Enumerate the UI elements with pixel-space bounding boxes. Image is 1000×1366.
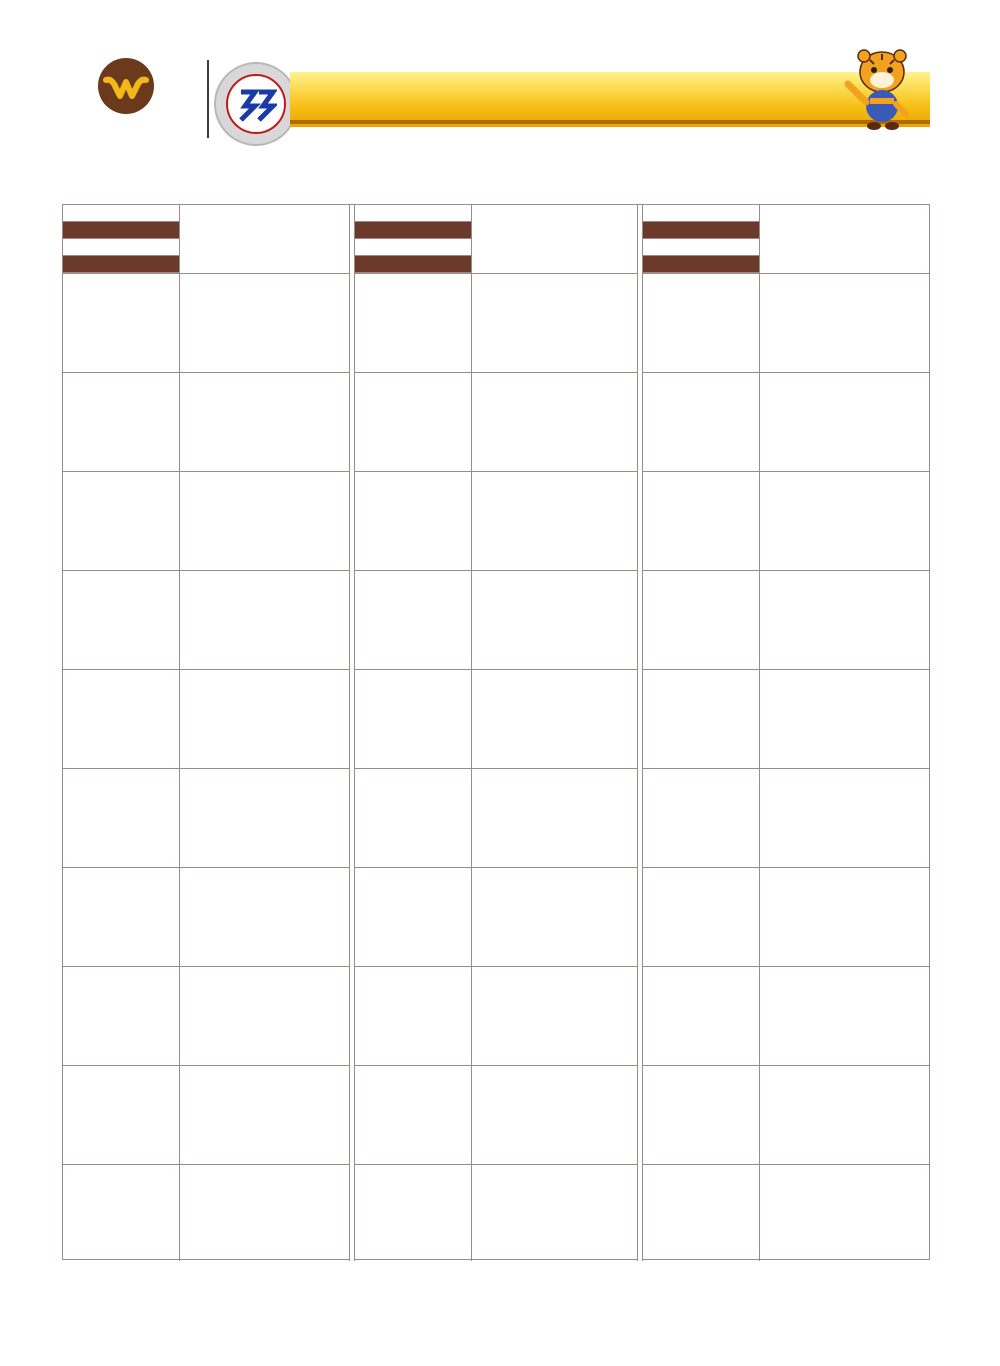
grid-hline bbox=[63, 669, 349, 670]
grid-hline bbox=[355, 669, 637, 670]
grid-hline bbox=[63, 471, 349, 472]
header-labels-1 bbox=[63, 205, 179, 273]
header-weight bbox=[355, 256, 471, 273]
grid-hline bbox=[63, 1164, 349, 1165]
grid-hline bbox=[643, 372, 929, 373]
grid-hline bbox=[643, 768, 929, 769]
header-weight bbox=[63, 256, 179, 273]
grid-hline bbox=[63, 867, 349, 868]
grid-hline bbox=[355, 867, 637, 868]
profile-info-cell bbox=[63, 274, 179, 373]
header-weight bbox=[643, 256, 759, 273]
grid-hline bbox=[355, 1065, 637, 1066]
header-labels-2 bbox=[355, 205, 471, 273]
grid-hline bbox=[63, 966, 349, 967]
grid-hline bbox=[643, 1065, 929, 1066]
grid-hline bbox=[63, 1065, 349, 1066]
header-code bbox=[643, 205, 759, 222]
grid-hline bbox=[355, 1164, 637, 1165]
header-name bbox=[643, 222, 759, 239]
grid-hline bbox=[355, 372, 637, 373]
grid-hline bbox=[643, 570, 929, 571]
header-thickness bbox=[643, 239, 759, 256]
header-figure bbox=[180, 205, 349, 273]
grid-hline bbox=[643, 966, 929, 967]
grid-hline bbox=[63, 570, 349, 571]
wacang-logo-icon bbox=[98, 58, 154, 114]
header-code bbox=[355, 205, 471, 222]
header-name bbox=[355, 222, 471, 239]
tiger-mascot-icon bbox=[834, 42, 924, 132]
grid-vline bbox=[179, 205, 180, 1261]
header-figure bbox=[472, 205, 637, 273]
grid-hline bbox=[643, 669, 929, 670]
grid-hline bbox=[63, 768, 349, 769]
grid-hline bbox=[355, 471, 637, 472]
header-thickness bbox=[355, 239, 471, 256]
header-name bbox=[63, 222, 179, 239]
header-code bbox=[63, 205, 179, 222]
header-labels-3 bbox=[643, 205, 759, 273]
grid-hline bbox=[355, 570, 637, 571]
grid-hline bbox=[643, 867, 929, 868]
grid-hline bbox=[355, 966, 637, 967]
grid-vline bbox=[759, 205, 760, 1261]
grid-hline bbox=[355, 768, 637, 769]
grid-vline bbox=[471, 205, 472, 1261]
header-figure bbox=[760, 205, 929, 273]
header-thickness bbox=[63, 239, 179, 256]
column-separator bbox=[637, 205, 643, 1261]
grid-hline bbox=[355, 273, 637, 274]
column-separator bbox=[349, 205, 355, 1261]
logo-divider bbox=[207, 60, 209, 138]
section-table bbox=[62, 204, 930, 1260]
seal-emblem-icon bbox=[237, 86, 277, 126]
grid-hline bbox=[643, 273, 929, 274]
grid-hline bbox=[643, 471, 929, 472]
china-top-brand-seal bbox=[214, 62, 298, 146]
grid-hline bbox=[643, 1164, 929, 1165]
page-header bbox=[0, 0, 1000, 150]
